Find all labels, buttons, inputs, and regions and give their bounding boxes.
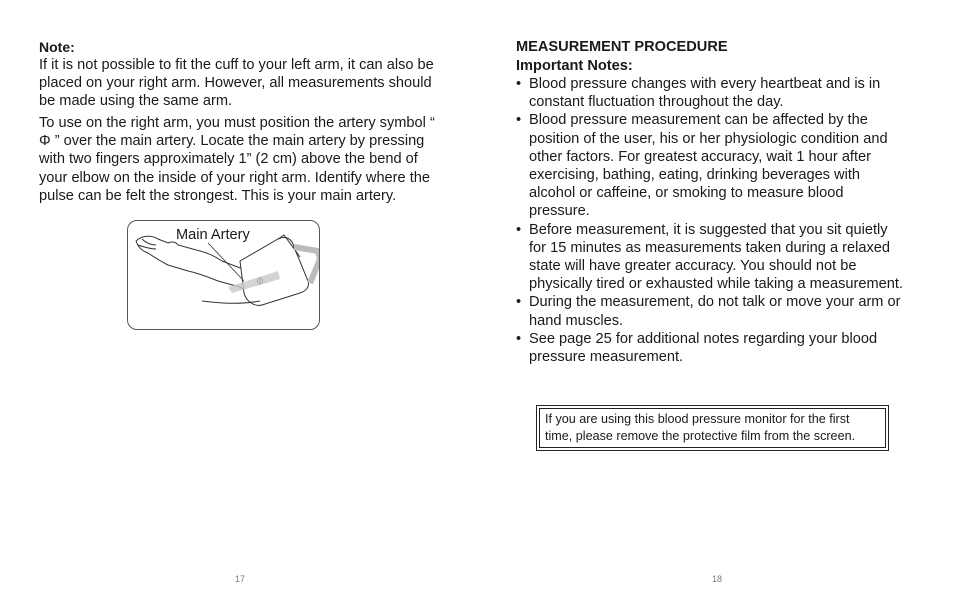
list-item: • Blood pressure changes with every heartbeat and is in constant fluctuation throughout the day.: [516, 75, 906, 111]
cuff-placement-paragraph: If it is not possible to fit the cuff to your left arm, it can also be placed on your right arm. However, all measurements should be made using the same arm.: [39, 57, 434, 110]
list-item: • Blood pressure measurement can be affected by the position of the user, his or her physiologic condition and other factors. For greatest accuracy, wait 1 hour after exercising, bathing, eating, drinking beverages with alcohol or caffeine, or smoking to measure blood pressure.: [516, 111, 906, 220]
notice-text: If you are using this blood pressure monitor for the first time, please remove the protective film from the screen.: [539, 408, 886, 448]
important-notes-heading: Important Notes:: [516, 58, 633, 74]
left-page: [39, 0, 441, 600]
list-item: • See page 25 for additional notes regarding your blood pressure measurement.: [516, 330, 906, 366]
note-title: Note:: [39, 39, 75, 55]
protective-film-notice: [536, 405, 889, 451]
arm-cuff-illustration: [127, 220, 320, 330]
page-number-right: 18: [712, 574, 723, 584]
section-title: MEASUREMENT PROCEDURE: [516, 39, 728, 55]
list-item: • Before measurement, it is suggested that you sit quietly for 15 minutes as measurements taken during a relaxed state will have greater accuracy. You should not be physically tired or exhausted while taking a measurement.: [516, 221, 906, 294]
important-notes-list: [516, 75, 906, 366]
main-artery-label: Main Artery: [176, 227, 250, 243]
artery-location-paragraph: To use on the right arm, you must position the artery symbol “ Φ ” over the main artery. Locate the main artery by pressing with two fingers approximately 1” (2 cm) above the bend of your elbow on the inside of your right arm. Identify where the pulse can be felt the strongest. This is your main artery.: [39, 115, 435, 204]
page-number-left: 17: [235, 574, 246, 584]
right-page: [516, 0, 906, 600]
list-item: • During the measurement, do not talk or move your arm or hand muscles.: [516, 293, 906, 329]
